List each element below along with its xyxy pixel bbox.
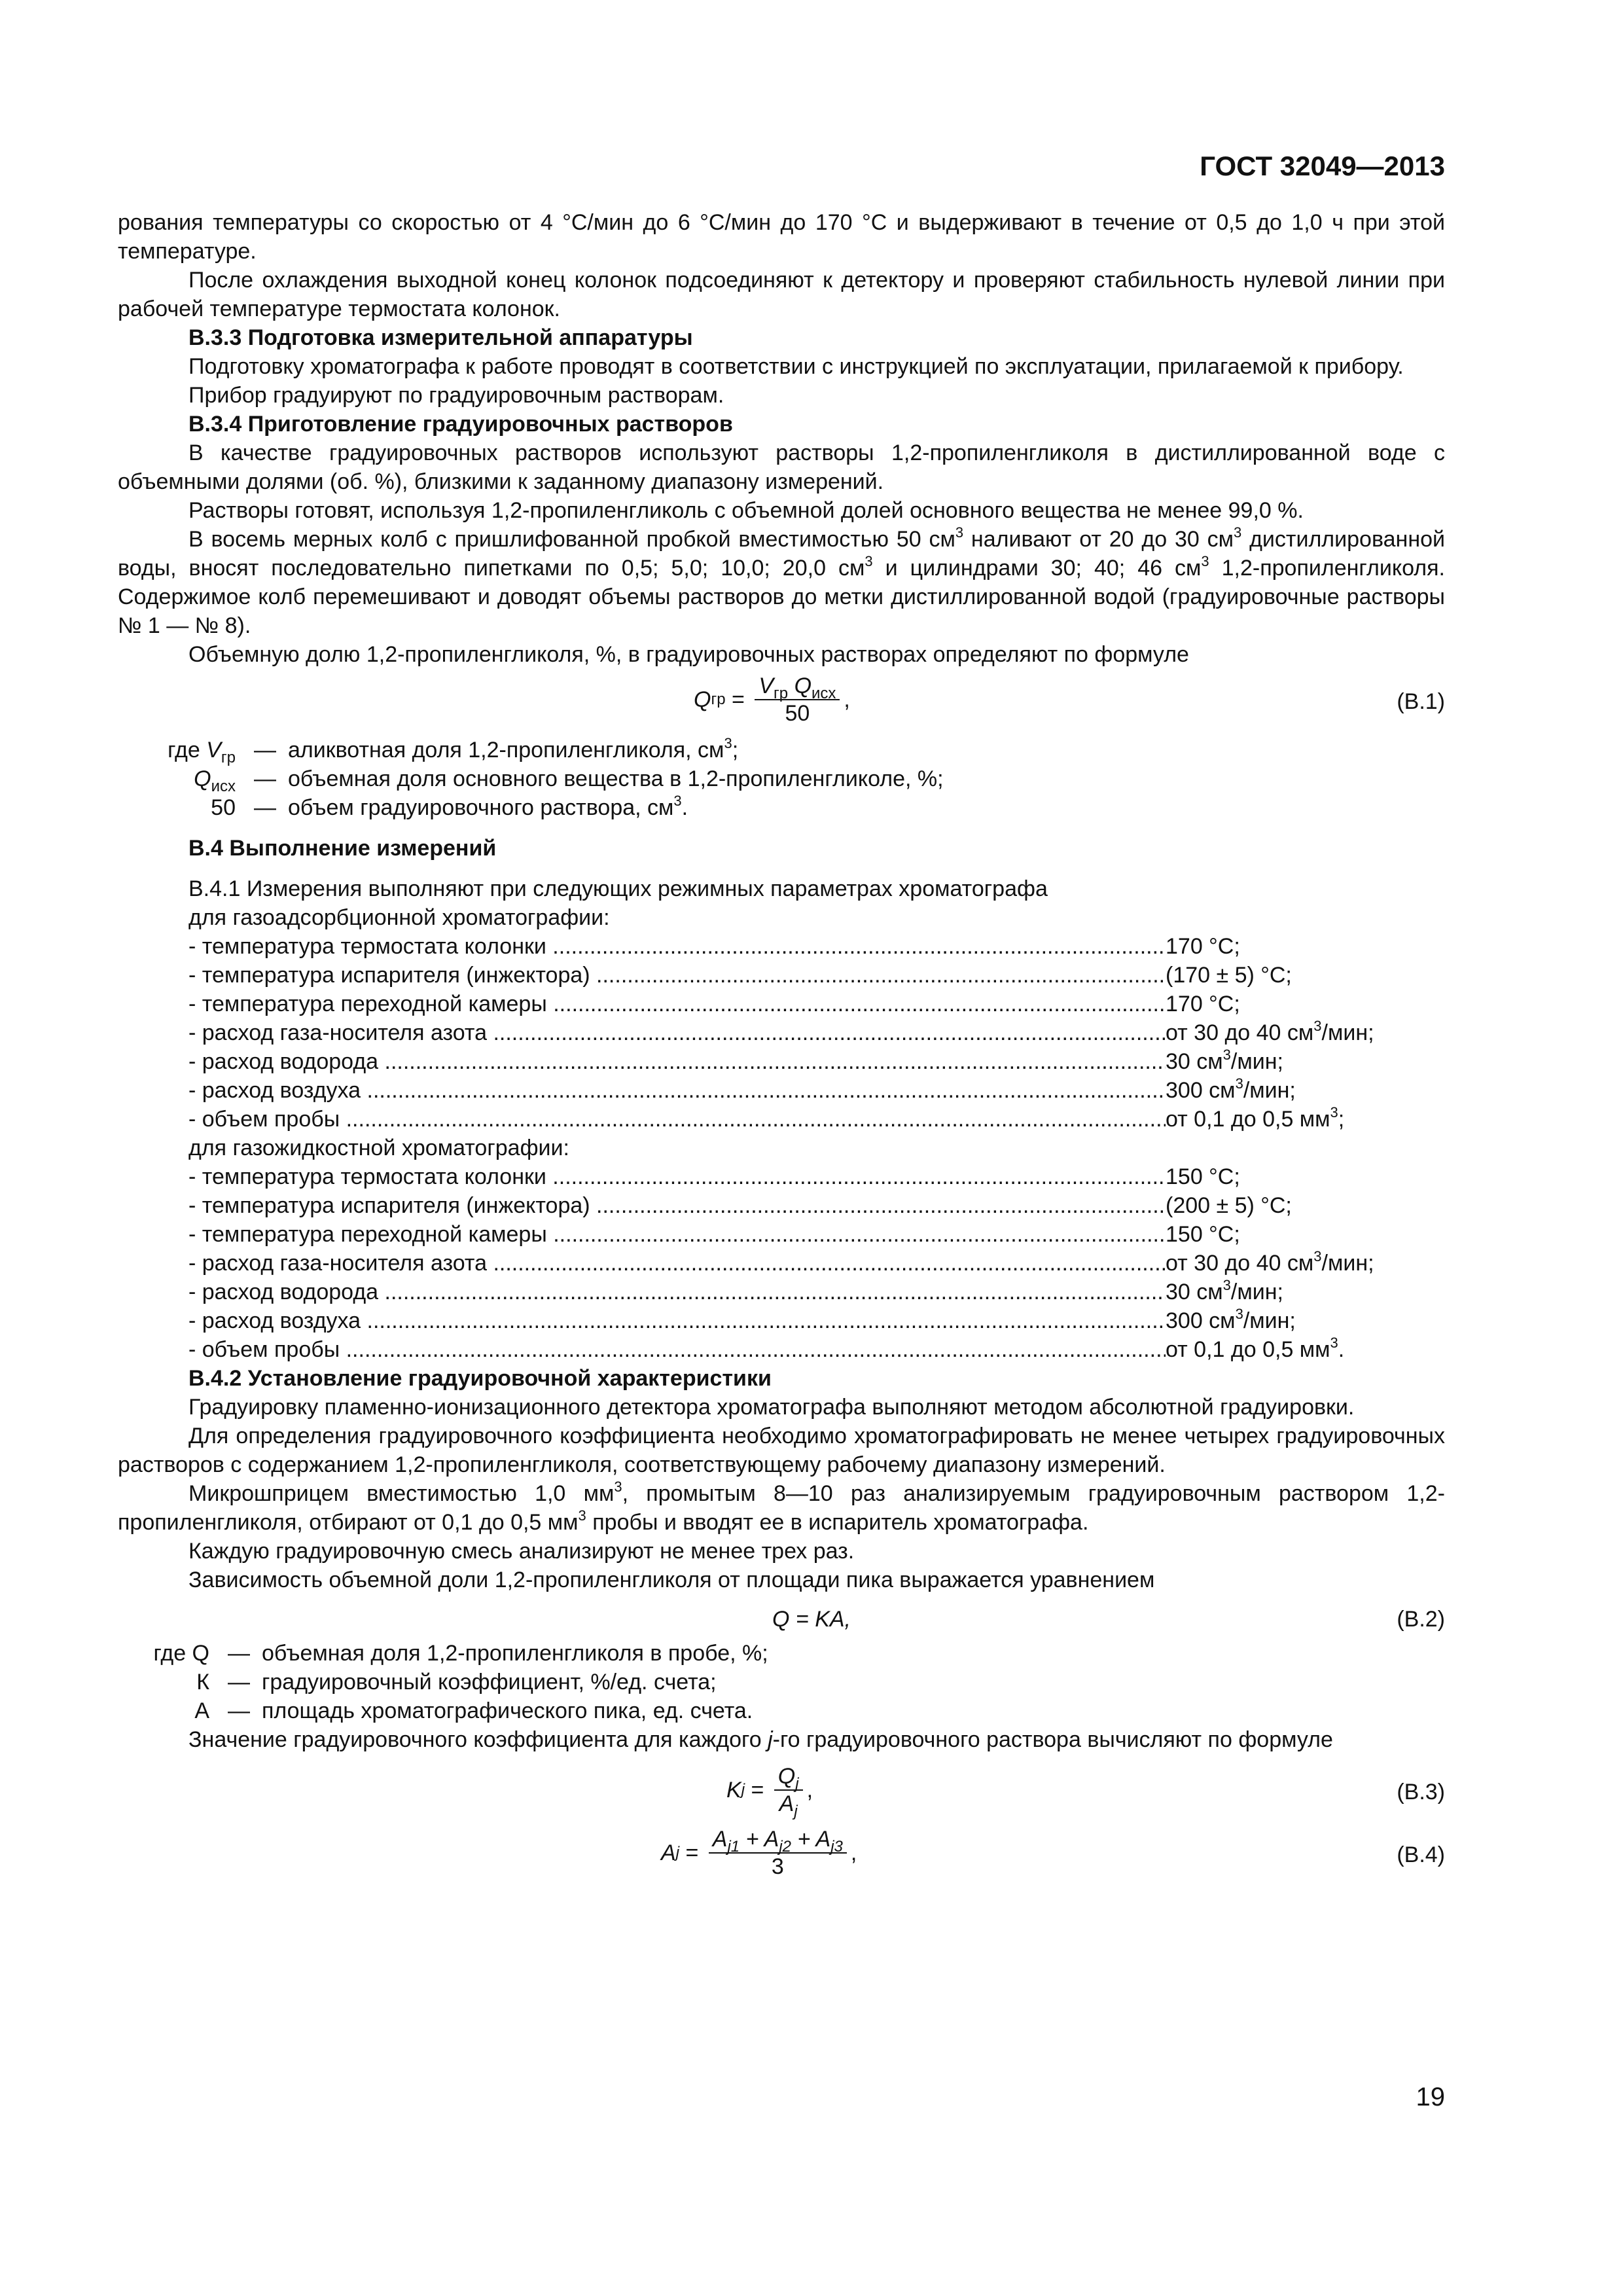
param-name: - температура термостата колонки ..... [188, 932, 1166, 961]
section-heading: В.4 Выполнение измерений [188, 836, 497, 861]
legend-dash: — [254, 766, 276, 791]
paragraph: Зависимость объемной доли 1,2-пропиленгликоля от площади пика выражается уравнением [188, 1568, 1155, 1592]
formula-b4: A j = $\frac{A_{j1} + A_{j2} + A_{j3}}{3}$ , (В.4) [661, 1827, 1445, 1879]
paragraph: Подготовку хроматографа к работе проводят в соответствии с инструкцией по эксплуатации, прилагаемой к прибору. [188, 354, 1404, 379]
param-row [188, 1018, 1445, 1047]
param-row [188, 1162, 1445, 1191]
param-name: - температура переходной камеры ..... [188, 990, 1166, 1018]
param-row [188, 932, 1445, 961]
paragraph: В качестве градуировочных растворов используют растворы 1,2-пропиленгликоля в дистиллированной воде с объемными долями (об. %), близкими к заданному диапазону измерений. [118, 440, 1445, 494]
paragraph: Объемную долю 1,2-пропиленгликоля, %, в градуировочных растворах определяют по формуле [188, 642, 1189, 667]
param-name: - объем пробы ..... [188, 1335, 1166, 1364]
param-value: от 0,1 до 0,5 $мм^3$. [1166, 1335, 1345, 1362]
legend-dash: — [228, 1670, 250, 1695]
paragraph: для газоадсорбционной хроматографии: [188, 905, 610, 930]
param-row [188, 1306, 1445, 1335]
paragraph: рования температуры со скоростью от 4 °С/мин до 6 °С/мин до 170 °С и выдерживают в течение от 0,5 до 1,0 ч при этой температуре. [118, 210, 1445, 264]
legend-dash: — [228, 1698, 250, 1723]
standard-header: ГОСТ 32049—2013 [1200, 151, 1445, 181]
param-value: от 0,1 до 0,5 $мм^3$; [1166, 1104, 1345, 1132]
param-value: 170 °С; [1166, 992, 1240, 1016]
param-value: 30 $см^3$/мин; [1166, 1047, 1283, 1074]
param-row [188, 1105, 1445, 1134]
paragraph: Прибор градуируют по градуировочным растворам. [188, 383, 724, 408]
param-row [188, 1220, 1445, 1249]
param-value: 300 $см^3$/мин; [1166, 1306, 1296, 1333]
param-value: 300 $см^3$/мин; [1166, 1075, 1296, 1103]
param-value: (200 ± 5) °С; [1166, 1193, 1292, 1218]
param-value: 150 °С; [1166, 1164, 1240, 1189]
paragraph: для газожидкостной хроматографии: [188, 1136, 569, 1160]
paragraph: Для определения градуировочного коэффициента необходимо хроматографировать не менее четырех градуировочных растворов с содержанием 1,2-пропиленгликоля, соответствующему рабочему диапазону измерений. [118, 1424, 1445, 1477]
legend-symbol: К [196, 1670, 209, 1695]
param-name: - расход газа-носителя азота ..... [188, 1018, 1166, 1047]
param-row [188, 1076, 1445, 1105]
paragraph-with-units: В восемь мерных колб с пришлифованной пробкой вместимостью 50 $см^3$ наливают от 20 до 30 $см^3$ дистиллированной воды, вносят последовательно пипетками по 0,5; 5,0; 10,0; 20,0 $см^3$ и цилиндрами 30; 40; 46 $см^3$ 1,2-пропиленгликоля. Содержимое колб перемешивают и доводят объемы растворов до метки дистиллированной водой (градуировочные растворы № 1 — № 8). [118, 524, 1446, 638]
param-row [188, 1249, 1445, 1278]
legend-symbol: А [194, 1698, 209, 1723]
legend-text: градуировочный коэффициент, %/ед. счета; [262, 1670, 717, 1695]
legend-symbol: $Q_{исх}$ [194, 766, 236, 795]
param-name: - расход воздуха ..... [188, 1076, 1166, 1105]
formula-number: (В.3) [1397, 1780, 1445, 1804]
paragraph: Каждую градуировочную смесь анализируют не менее трех раз. [188, 1539, 855, 1564]
section-heading: В.3.3 Подготовка измерительной аппаратуры [188, 325, 693, 350]
legend-text: объем градуировочного раствора, $см^3$. [288, 793, 688, 820]
formula-legend [118, 1639, 1445, 1725]
param-row [188, 1335, 1445, 1364]
param-name: - температура переходной камеры ..... [188, 1220, 1166, 1249]
param-name: - температура термостата колонки ..... [188, 1162, 1166, 1191]
param-name: - расход водорода ..... [188, 1278, 1166, 1306]
legend-text: площадь хроматографического пика, ед. счета. [262, 1698, 753, 1723]
param-name: - расход газа-носителя азота ..... [188, 1249, 1166, 1278]
paragraph: Значение градуировочного коэффициента для каждого j-го градуировочного раствора вычисляют по формуле [188, 1727, 1333, 1752]
legend-text: аликвотная доля 1,2-пропиленгликоля, $см^3$; [288, 735, 739, 762]
page-content [118, 208, 1445, 1885]
param-row [188, 1191, 1445, 1220]
section-heading: В.3.4 Приготовление градуировочных растворов [188, 412, 733, 437]
param-value: 170 °С; [1166, 934, 1240, 959]
param-name: - температура испарителя (инжектора) ..... [188, 961, 1166, 990]
param-value: от 30 до 40 $см^3$/мин; [1166, 1018, 1374, 1045]
param-name: - температура испарителя (инжектора) ..... [188, 1191, 1166, 1220]
legend-text: объемная доля 1,2-пропиленгликоля в пробе, %; [262, 1641, 768, 1666]
paragraph-with-units: Микрошприцем вместимостью 1,0 $мм^3$, промытым 8—10 раз анализируемым градуировочным раствором 1,2-пропиленгликоля, отбирают от 0,1 до 0,5 $мм^3$ пробы и вводят ее в испаритель хроматографа. [118, 1479, 1445, 1535]
param-value: (170 ± 5) °С; [1166, 963, 1292, 988]
formula-number: (В.2) [1397, 1607, 1445, 1632]
param-name: - расход водорода ..... [188, 1047, 1166, 1076]
legend-dash: — [228, 1641, 250, 1666]
paragraph: После охлаждения выходной конец колонок подсоединяют к детектору и проверяют стабильность нулевой линии при рабочей температуре термостата колонок. [118, 268, 1445, 321]
params-list-gas-adsorption [118, 932, 1445, 1134]
legend-text: объемная доля основного вещества в 1,2-пропиленгликоле, %; [288, 766, 944, 791]
formula-b1: Q гр = $\frac{V_{гр} Q_{исх}}{50}$ , (В.1) [694, 673, 1445, 726]
param-row [188, 990, 1445, 1018]
paragraph: Растворы готовят, используя 1,2-пропиленгликоль с объемной долей основного вещества не менее 99,0 %. [188, 498, 1304, 523]
formula-b2: Q = KA, (В.2) [118, 1600, 1445, 1639]
legend-dash: — [254, 795, 276, 820]
params-list-gas-liquid [118, 1162, 1445, 1364]
param-row [188, 1047, 1445, 1076]
param-row [188, 1278, 1445, 1306]
page-number: 19 [1416, 2083, 1445, 2111]
formula-number: (В.4) [1397, 1842, 1445, 1867]
formula-legend [118, 736, 1445, 822]
legend-symbol: где Q [153, 1641, 209, 1666]
legend-dash: — [254, 738, 276, 762]
param-name: - расход воздуха ..... [188, 1306, 1166, 1335]
paragraph: Градуировку пламенно-ионизационного детектора хроматографа выполняют методом абсолютной градуировки. [188, 1395, 1355, 1420]
paragraph: В.4.1 Измерения выполняют при следующих режимных параметрах хроматографа [188, 876, 1048, 901]
legend-symbol: где $V_{гр}$ [168, 738, 236, 766]
param-row [188, 961, 1445, 990]
param-name: - объем пробы ..... [188, 1105, 1166, 1134]
param-value: от 30 до 40 $см^3$/мин; [1166, 1248, 1374, 1276]
section-heading: В.4.2 Установление градуировочной характеристики [188, 1366, 772, 1391]
formula-number: (В.1) [1397, 689, 1445, 714]
param-value: 150 °С; [1166, 1222, 1240, 1247]
legend-symbol: 50 [211, 795, 236, 820]
formula-b3: K j = $\frac{Q_j}{A_j}$ , (В.3) [726, 1764, 1445, 1820]
param-value: 30 $см^3$/мин; [1166, 1277, 1283, 1304]
